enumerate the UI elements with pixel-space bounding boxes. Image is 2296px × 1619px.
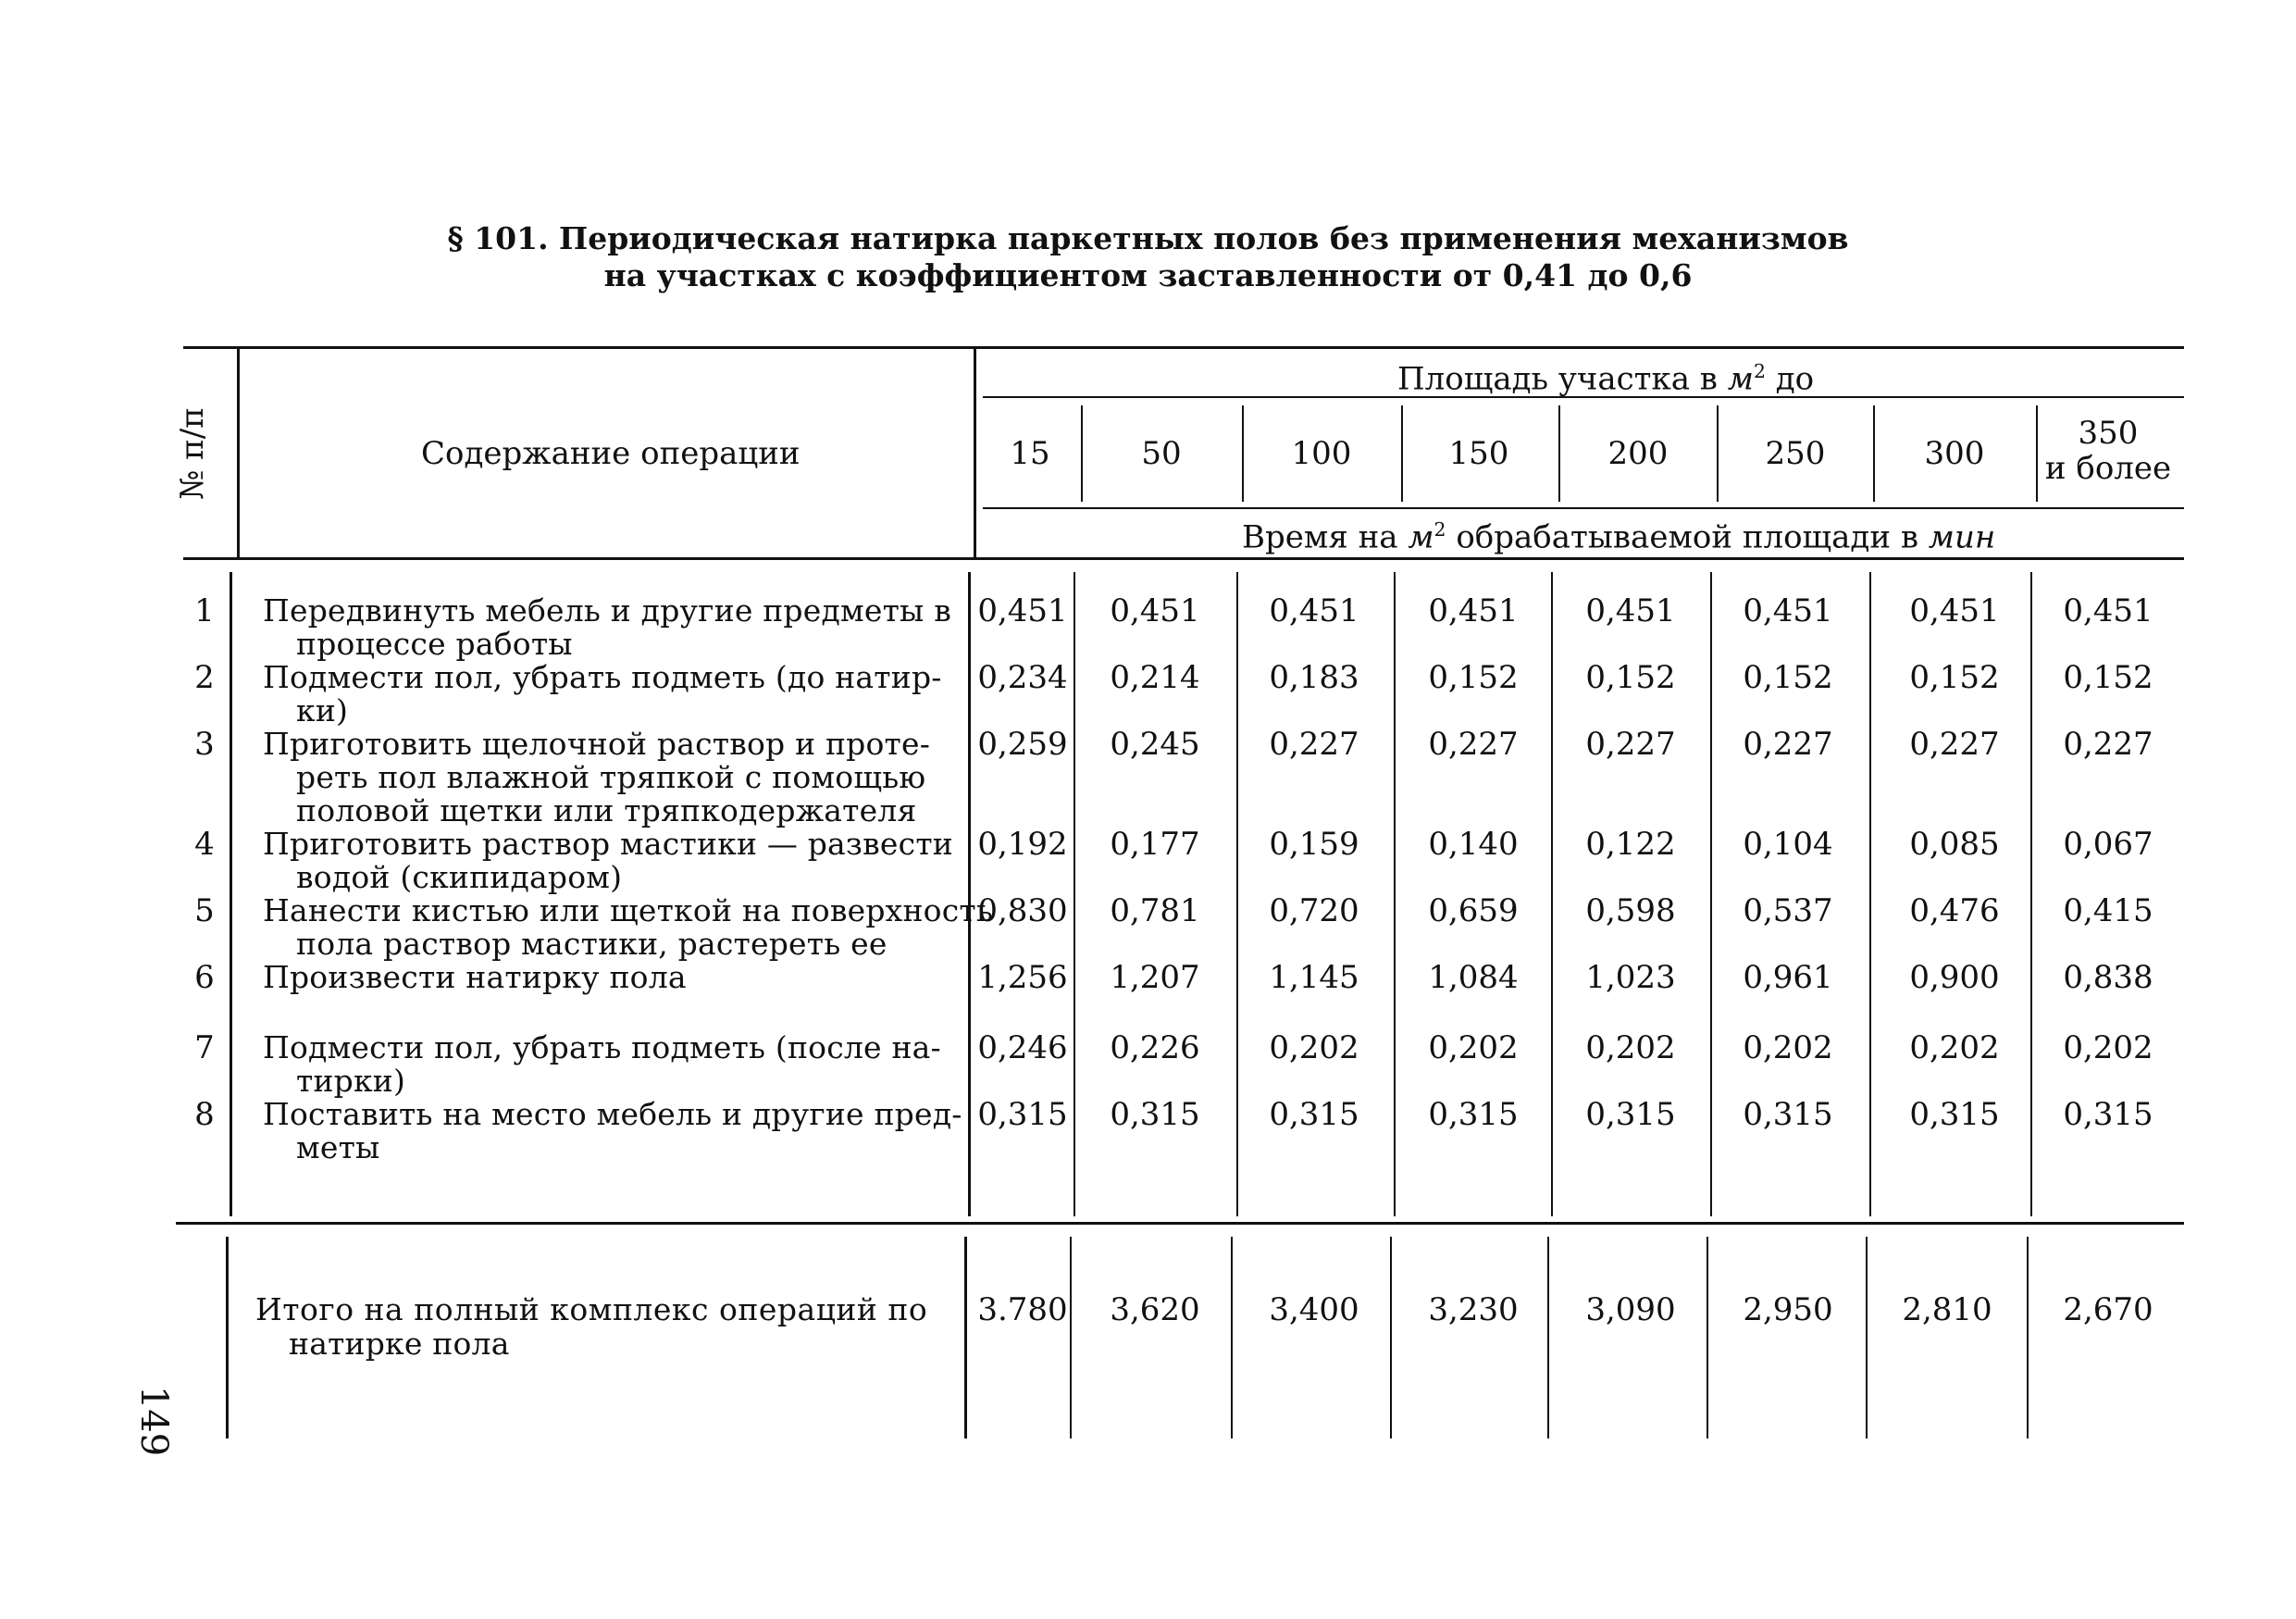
header-divider-3 bbox=[1401, 405, 1403, 502]
time-value-100: 0,202 bbox=[1269, 1029, 1359, 1066]
total-divider-num bbox=[226, 1237, 229, 1438]
time-value-100: 0,159 bbox=[1269, 826, 1359, 863]
time-value-300: 0,476 bbox=[1909, 892, 2000, 929]
time-value-350: 0,838 bbox=[2063, 959, 2153, 996]
time-value-15: 1,256 bbox=[977, 959, 1068, 996]
time-value-50: 0,451 bbox=[1110, 592, 1200, 629]
total-value-200: 3,090 bbox=[1585, 1291, 1676, 1328]
time-value-250: 0,202 bbox=[1743, 1029, 1833, 1066]
time-header-rule bbox=[983, 507, 2184, 509]
body-divider-5 bbox=[1710, 572, 1712, 1216]
body-divider-6 bbox=[1869, 572, 1871, 1216]
total-value-150: 3,230 bbox=[1428, 1291, 1519, 1328]
time-value-350: 0,415 bbox=[2063, 892, 2153, 929]
total-value-15: 3.780 bbox=[977, 1291, 1068, 1328]
header-divider-4 bbox=[1558, 405, 1560, 502]
page-number: 149 bbox=[132, 1385, 176, 1457]
total-value-300: 2,810 bbox=[1902, 1291, 1992, 1328]
time-value-300: 0,451 bbox=[1909, 592, 2000, 629]
time-value-150: 0,451 bbox=[1428, 592, 1519, 629]
time-value-250: 0,152 bbox=[1743, 659, 1833, 696]
time-value-50: 0,226 bbox=[1110, 1029, 1200, 1066]
time-value-15: 0,246 bbox=[977, 1029, 1068, 1066]
operation-text-line2: водой (скипидаром) bbox=[296, 859, 623, 895]
operation-text-line1: Подмести пол, убрать подметь (после на- bbox=[263, 1029, 941, 1065]
time-value-15: 0,830 bbox=[977, 892, 1068, 929]
total-top-rule bbox=[176, 1222, 2184, 1225]
header-divider-2 bbox=[1242, 405, 1244, 502]
row-number: 4 bbox=[194, 826, 215, 863]
operation-text-line2: тирки) bbox=[296, 1063, 406, 1099]
time-value-150: 1,084 bbox=[1428, 959, 1519, 996]
operation-text-line2: реть пол влажной тряпкой с помощью bbox=[296, 759, 926, 795]
operation-text-line1: Приготовить раствор мастики — развести bbox=[263, 826, 953, 862]
time-value-200: 0,315 bbox=[1585, 1096, 1676, 1133]
time-value-50: 0,245 bbox=[1110, 726, 1200, 763]
time-value-350: 0,067 bbox=[2063, 826, 2153, 863]
time-value-300: 0,202 bbox=[1909, 1029, 2000, 1066]
header-divider-5 bbox=[1717, 405, 1719, 502]
header-bottom-rule bbox=[183, 557, 2184, 560]
operation-text-line2: ки) bbox=[296, 692, 349, 729]
time-value-250: 0,315 bbox=[1743, 1096, 1833, 1133]
time-value-300: 0,227 bbox=[1909, 726, 2000, 763]
area-col-300: 300 bbox=[1924, 435, 1985, 472]
time-value-300: 0,315 bbox=[1909, 1096, 2000, 1133]
time-value-250: 0,961 bbox=[1743, 959, 1833, 996]
time-value-15: 0,192 bbox=[977, 826, 1068, 863]
time-value-200: 0,122 bbox=[1585, 826, 1676, 863]
time-value-250: 0,104 bbox=[1743, 826, 1833, 863]
row-number: 5 bbox=[194, 892, 215, 929]
total-divider-5 bbox=[1706, 1237, 1708, 1438]
time-value-15: 0,315 bbox=[977, 1096, 1068, 1133]
time-value-50: 1,207 bbox=[1110, 959, 1200, 996]
time-value-300: 0,085 bbox=[1909, 826, 2000, 863]
total-divider-op bbox=[964, 1237, 967, 1438]
header-divider-6 bbox=[1873, 405, 1875, 502]
time-value-350: 0,152 bbox=[2063, 659, 2153, 696]
time-value-150: 0,315 bbox=[1428, 1096, 1519, 1133]
time-value-200: 0,227 bbox=[1585, 726, 1676, 763]
table-top-rule bbox=[183, 346, 2184, 349]
section-title-line2: на участках с коэффициентом заставленности от 0,41 до 0,6 bbox=[603, 257, 1693, 293]
total-value-350: 2,670 bbox=[2063, 1291, 2153, 1328]
operation-text-line1: Нанести кистью или щеткой на поверхность bbox=[263, 892, 994, 928]
area-col-15: 15 bbox=[1010, 435, 1050, 472]
operation-text-line3: половой щетки или тряпкодержателя bbox=[296, 792, 917, 828]
time-value-50: 0,315 bbox=[1110, 1096, 1200, 1133]
operation-text-line2: меты bbox=[296, 1129, 380, 1165]
area-col-200: 200 bbox=[1607, 435, 1669, 472]
time-value-200: 0,451 bbox=[1585, 592, 1676, 629]
time-value-150: 0,202 bbox=[1428, 1029, 1519, 1066]
time-value-350: 0,315 bbox=[2063, 1096, 2153, 1133]
time-value-200: 0,202 bbox=[1585, 1029, 1676, 1066]
section-title-line1: § 101. Периодическая натирка паркетных полов без применения механизмов bbox=[447, 220, 1849, 256]
operation-text-line2: процессе работы bbox=[296, 626, 573, 662]
area-col-350-line2: и более bbox=[2044, 450, 2172, 487]
time-value-150: 0,152 bbox=[1428, 659, 1519, 696]
operation-text-line1: Приготовить щелочной раствор и проте- bbox=[263, 726, 931, 762]
time-value-100: 0,227 bbox=[1269, 726, 1359, 763]
time-value-250: 0,227 bbox=[1743, 726, 1833, 763]
total-divider-4 bbox=[1547, 1237, 1549, 1438]
total-divider-1 bbox=[1070, 1237, 1072, 1438]
time-value-50: 0,177 bbox=[1110, 826, 1200, 863]
time-value-300: 0,900 bbox=[1909, 959, 2000, 996]
operation-column-header: Содержание операции bbox=[421, 435, 800, 472]
time-value-300: 0,152 bbox=[1909, 659, 2000, 696]
area-col-50: 50 bbox=[1141, 435, 1182, 472]
time-value-15: 0,259 bbox=[977, 726, 1068, 763]
time-value-200: 1,023 bbox=[1585, 959, 1676, 996]
area-col-250: 250 bbox=[1765, 435, 1826, 472]
time-value-350: 0,451 bbox=[2063, 592, 2153, 629]
area-header: Площадь участка в $м^2$ до bbox=[1397, 360, 1815, 398]
body-divider-7 bbox=[2030, 572, 2032, 1216]
operation-text-line1: Поставить на место мебель и другие пред- bbox=[263, 1096, 962, 1132]
total-value-50: 3,620 bbox=[1110, 1291, 1200, 1328]
total-value-100: 3,400 bbox=[1269, 1291, 1359, 1328]
time-value-50: 0,214 bbox=[1110, 659, 1200, 696]
time-value-250: 0,451 bbox=[1743, 592, 1833, 629]
area-col-100: 100 bbox=[1291, 435, 1352, 472]
row-number: 1 bbox=[194, 592, 215, 629]
body-divider-4 bbox=[1551, 572, 1553, 1216]
time-value-100: 0,315 bbox=[1269, 1096, 1359, 1133]
time-value-50: 0,781 bbox=[1110, 892, 1200, 929]
time-value-150: 0,659 bbox=[1428, 892, 1519, 929]
body-divider-2 bbox=[1236, 572, 1238, 1216]
row-number: 8 bbox=[194, 1096, 215, 1133]
time-value-100: 0,720 bbox=[1269, 892, 1359, 929]
time-value-15: 0,451 bbox=[977, 592, 1068, 629]
time-value-100: 1,145 bbox=[1269, 959, 1359, 996]
total-label-line2: натирке пола bbox=[289, 1326, 510, 1362]
area-col-150: 150 bbox=[1448, 435, 1509, 472]
time-value-350: 0,202 bbox=[2063, 1029, 2153, 1066]
time-value-200: 0,152 bbox=[1585, 659, 1676, 696]
body-divider-3 bbox=[1394, 572, 1396, 1216]
operation-text-line1: Подмести пол, убрать подметь (до натир- bbox=[263, 659, 942, 695]
row-number: 3 bbox=[194, 726, 215, 763]
time-value-350: 0,227 bbox=[2063, 726, 2153, 763]
time-header: Время на $м^2$ обрабатываемой площади в мин bbox=[1242, 518, 1996, 556]
time-value-100: 0,183 bbox=[1269, 659, 1359, 696]
row-number: 6 bbox=[194, 959, 215, 996]
body-divider-num bbox=[230, 572, 232, 1216]
row-number: 2 bbox=[194, 659, 215, 696]
time-value-150: 0,140 bbox=[1428, 826, 1519, 863]
time-value-100: 0,451 bbox=[1269, 592, 1359, 629]
time-value-200: 0,598 bbox=[1585, 892, 1676, 929]
time-value-250: 0,537 bbox=[1743, 892, 1833, 929]
total-divider-7 bbox=[2027, 1237, 2029, 1438]
operation-text-line1: Передвинуть мебель и другие предметы в bbox=[263, 592, 951, 629]
area-col-350-line1: 350 bbox=[2078, 415, 2139, 452]
num-column-header: № п/п bbox=[173, 407, 211, 500]
total-divider-6 bbox=[1866, 1237, 1868, 1438]
header-divider-num bbox=[237, 348, 240, 557]
total-label-line1: Итого на полный комплекс операций по bbox=[255, 1291, 928, 1327]
total-divider-3 bbox=[1390, 1237, 1392, 1438]
operation-text-line1: Произвести натирку пола bbox=[263, 959, 687, 995]
operation-text-line2: пола раствор мастики, растереть ее bbox=[296, 926, 887, 962]
total-divider-2 bbox=[1231, 1237, 1233, 1438]
time-value-15: 0,234 bbox=[977, 659, 1068, 696]
row-number: 7 bbox=[194, 1029, 215, 1066]
total-value-250: 2,950 bbox=[1743, 1291, 1833, 1328]
time-value-150: 0,227 bbox=[1428, 726, 1519, 763]
